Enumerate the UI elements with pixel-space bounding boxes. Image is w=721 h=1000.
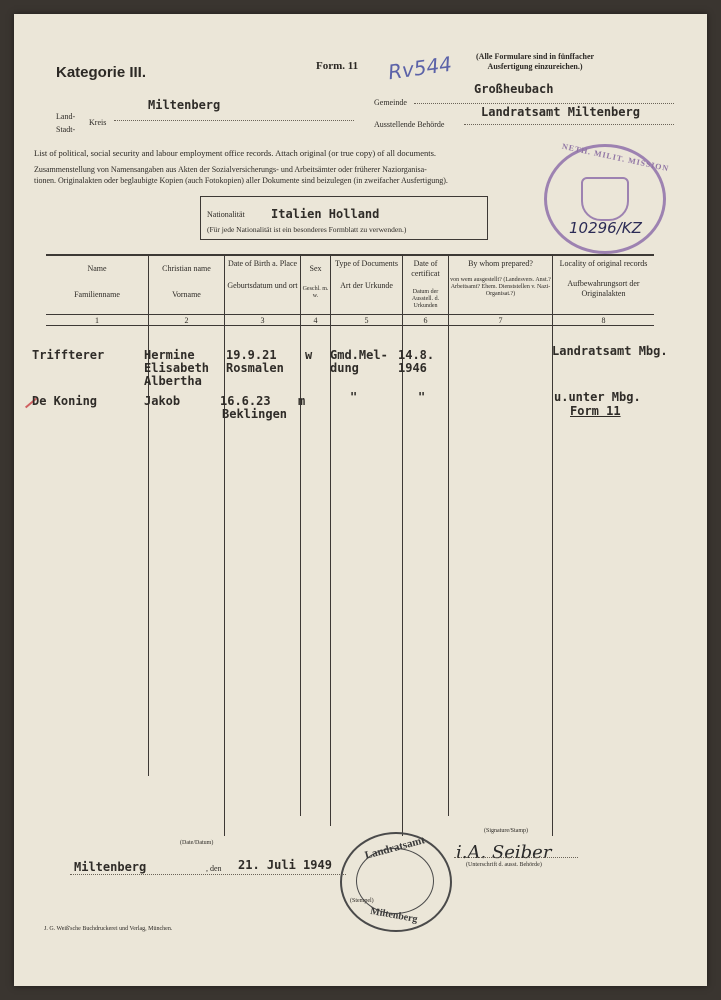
behoerde-value: Landratsamt Miltenberg [481, 105, 640, 119]
stamp-label: (Stempel) [350, 898, 374, 904]
printer-imprint: J. G. Weiß'sche Buchdruckerei und Verlag, München. [44, 926, 173, 932]
row1-cert1: 14.8. [398, 348, 435, 362]
footer-date: 21. Juli 1949 [238, 858, 332, 872]
kreis-label: Kreis [89, 118, 107, 127]
row1-sex: w [305, 348, 313, 362]
crest-icon [581, 177, 629, 221]
col-7-header: By whom prepared? von wem ausgestellt? (Landesvers. Anst.? Arbeitsamt? Ehem. Dienststellen v. Nazi-Organisat.?) [450, 259, 551, 297]
signature-sublabel: (Unterschrift d. ausst. Behörde) [466, 862, 542, 868]
row2-birth-place: Beklingen [222, 407, 288, 421]
row2-cert: " [418, 390, 426, 404]
signature: i.A. Seiber [456, 842, 552, 863]
signature-label: (Signature/Stamp) [484, 828, 528, 834]
col-5-header: Type of Documents Art der Urkunde [335, 259, 398, 290]
col-2-number: 2 [184, 316, 189, 325]
col-divider-6 [448, 256, 449, 816]
stadt-label: Stadt- [56, 125, 76, 134]
row1-name: Triffterer [32, 348, 105, 362]
row1-cert2: 1946 [398, 361, 427, 375]
table-top-rule [46, 254, 654, 256]
col-3-number: 3 [260, 316, 265, 325]
land-label: Land- [56, 112, 76, 121]
row1-vorname1: Hermine [144, 348, 195, 362]
copies-instruction: (Alle Formulare sind in fünffacher Ausfertigung einzureichen.) [476, 52, 595, 71]
col-7-number: 7 [498, 316, 503, 325]
handwritten-number: Rv544 [386, 51, 454, 85]
row2-vorname1: Jakob [144, 394, 181, 408]
gemeinde-value: Großheubach [474, 82, 554, 96]
behoerde-label: Ausstellende Behörde [374, 120, 445, 129]
row2-locality2: Form 11 [570, 404, 621, 418]
gemeinde-label: Gemeinde [374, 98, 407, 107]
official-stamp-top: Landratsamt [363, 834, 427, 862]
col-1-header: Name Familienname [74, 264, 120, 299]
nationality-value: Italien Holland [271, 207, 380, 221]
col-1-number: 1 [95, 316, 99, 325]
table-num-rule [46, 314, 654, 315]
col-divider-5 [402, 256, 403, 836]
row1-birth-place: Rosmalen [226, 361, 284, 375]
col-5-number: 5 [364, 316, 369, 325]
mission-stamp [544, 141, 670, 254]
col-6-header: Date of certificat Datum der Ausstell. d. Urkunden [411, 259, 440, 309]
date-label: (Date/Datum) [180, 840, 214, 846]
footer-den: , den [206, 864, 222, 873]
row2-locality: u.unter Mbg. [554, 390, 641, 404]
mission-stamp-text: NETH. MILIT. MISSION [561, 141, 670, 174]
document-page [14, 14, 707, 986]
form-number: Form. 11 [316, 60, 359, 72]
row1-doc2: dung [330, 361, 359, 375]
row1-birth-date: 19.9.21 [226, 348, 277, 362]
kreis-value: Miltenberg [148, 98, 221, 112]
col-divider-3 [300, 256, 301, 816]
intro-german-line2: tionen. Originalakten oder beglaubigte Kopien (auch Fotokopien) aller Dokumente sind beizulegen (in zweifacher Ausfertigung). [34, 176, 448, 185]
row2-doc: " [350, 390, 358, 404]
col-divider-7 [552, 256, 553, 836]
nationality-note: (Für jede Nationalität ist ein besonderes Formblatt zu verwenden.) [207, 225, 407, 234]
table-head-rule [46, 325, 654, 326]
col-divider-2 [224, 256, 225, 836]
row2-name: De Koning [32, 394, 98, 408]
mission-stamp-number: 10296/KZ [569, 219, 642, 237]
row2-sex: m [298, 394, 306, 408]
intro-english: List of political, social security and labour employment office records. Attach original (or true copy) of all documents. [34, 148, 437, 158]
footer-place: Miltenberg [74, 860, 147, 874]
col-4-number: 4 [313, 316, 318, 325]
official-stamp-bottom: Miltenberg [369, 905, 419, 926]
row1-vorname2: Elisabeth [144, 361, 210, 375]
col-2-header: Christian name Vorname [162, 264, 211, 299]
intro-german-line1: Zusammenstellung von Namensangaben aus Akten der Sozialversicherungs- und Arbeitsämter oder früherer Naziorganisa- [34, 165, 427, 174]
col-8-header: Locality of original records Aufbewahrungsort der Originalakten [559, 259, 648, 298]
nationality-label: Nationalität [207, 210, 245, 219]
row2-birth-date: 16.6.23 [220, 394, 271, 408]
row1-vorname3: Albertha [144, 374, 202, 388]
row1-locality: Landratsamt Mbg. [552, 344, 668, 358]
col-4-header: Sex Geschl. m. w. [302, 264, 329, 299]
col-3-header: Date of Birth a. Place Geburtsdatum und ort [227, 259, 298, 290]
official-stamp [340, 832, 452, 932]
kategorie-title: Kategorie III. [56, 64, 147, 81]
col-6-number: 6 [423, 316, 428, 325]
col-8-number: 8 [601, 316, 606, 325]
nationality-box [200, 196, 488, 240]
col-divider-4 [330, 256, 331, 826]
col-divider-1 [148, 256, 149, 776]
row1-doc1: Gmd.Mel- [330, 348, 388, 362]
